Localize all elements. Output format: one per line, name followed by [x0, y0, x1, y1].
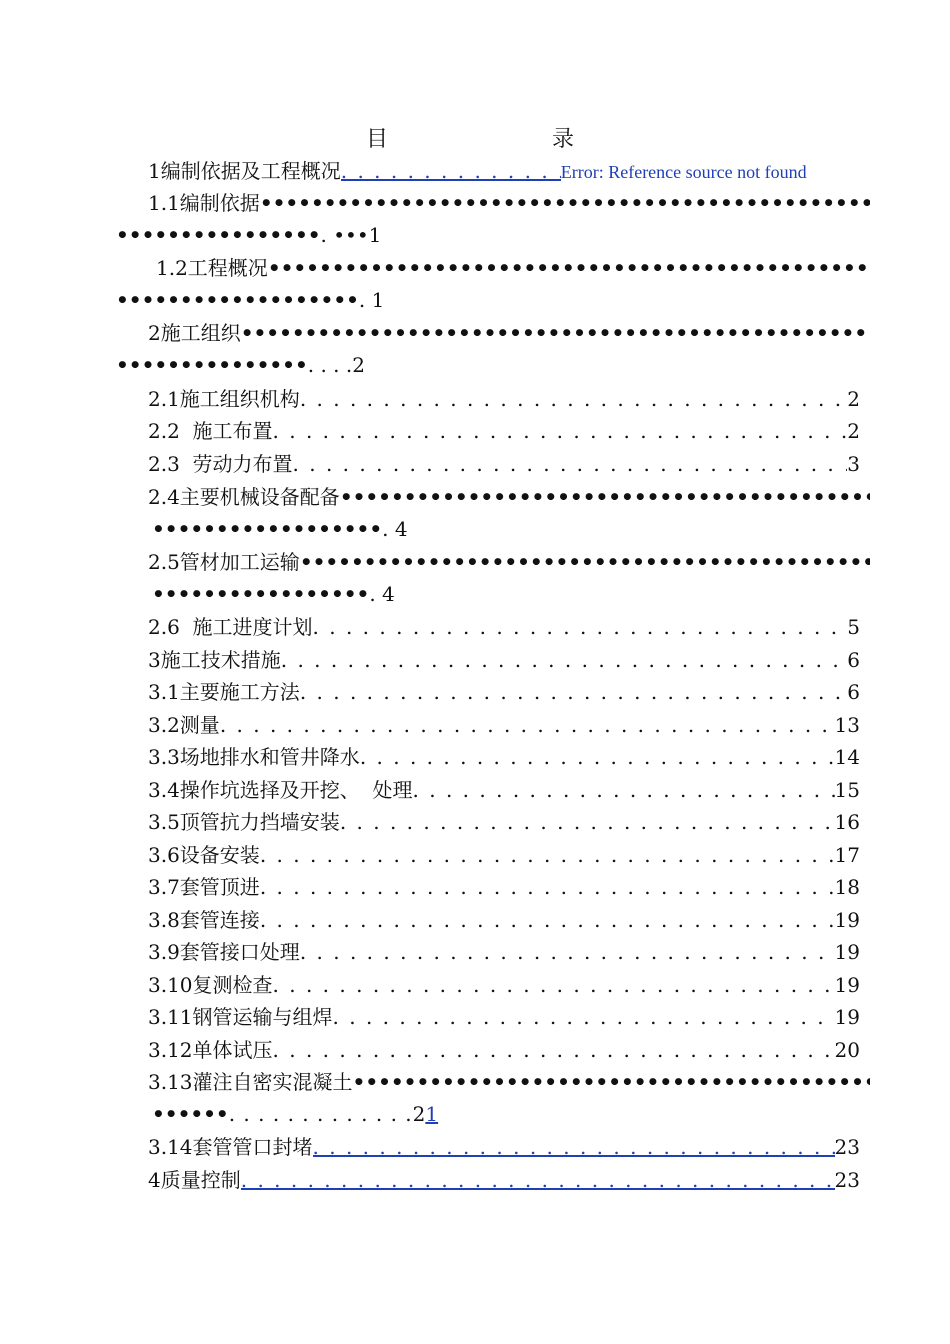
toc-entry[interactable] [148, 1035, 860, 1065]
toc-entry-continuation [152, 1099, 438, 1129]
toc-entry[interactable] [148, 416, 860, 446]
toc-entry[interactable] [148, 449, 860, 479]
toc-entry[interactable] [148, 937, 860, 967]
toc-page-number: 23 [834, 1135, 860, 1159]
toc-page-number: 3 [847, 452, 860, 476]
toc-page-number: 2 [847, 419, 860, 443]
toc-page-number: 19 [834, 973, 860, 997]
toc-leader [273, 970, 835, 1000]
toc-page-number: 18 [834, 875, 860, 899]
toc-page-number: 15 [834, 778, 860, 802]
toc-leader: ••••••••••••••• [116, 353, 308, 377]
toc-page-number: 1 [371, 288, 385, 312]
toc-leader-tail: . . . . [307, 353, 353, 377]
toc-entry-label: 3.10复测检查 [148, 973, 273, 997]
toc-page-number: 4 [394, 517, 408, 541]
toc-entry-label: 3.12单体试压 [148, 1038, 273, 1062]
toc-page-number: 6 [847, 680, 860, 704]
toc-page-number: 19 [834, 940, 860, 964]
toc-leader: •••••••••••••••• [116, 223, 321, 247]
toc-entry-continuation [152, 579, 395, 609]
toc-leader [260, 905, 835, 935]
toc-leader [300, 384, 847, 414]
toc-title: 目 录 [365, 127, 614, 152]
toc-entry[interactable] [148, 156, 860, 186]
toc-entry-label: 1编制依据及工程概况 [148, 159, 341, 183]
toc-entry-label: 3.3场地排水和管井降水 [148, 745, 360, 769]
toc-entry-continuation [152, 514, 408, 544]
toc-entry-label: 2.4主要机械设备配备 [148, 485, 340, 509]
toc-entry-label: 3.1主要施工方法 [148, 680, 300, 704]
toc-entry-continuation [116, 350, 365, 380]
toc-leader: ••••••••••••••••• [152, 582, 370, 606]
toc-entry-label: 2.2 施工布置 [148, 419, 273, 443]
toc-leader [300, 937, 835, 967]
toc-entry-label: 2.5管材加工运输 [148, 550, 300, 574]
toc-entry[interactable] [148, 872, 860, 902]
toc-leader [273, 1035, 835, 1065]
toc-entry-label: 1.2工程概况 [156, 256, 268, 280]
toc-page-number: 19 [834, 908, 860, 932]
toc-leader [340, 482, 870, 512]
toc-leader: •••••• [152, 1102, 229, 1126]
toc-leader-tail: . [369, 582, 376, 606]
toc-entry-label: 2.3 劳动力布置 [148, 452, 293, 476]
toc-page-number: 23 [834, 1168, 860, 1192]
toc-leader [313, 612, 848, 642]
toc-leader [260, 188, 870, 218]
toc-leader [300, 677, 847, 707]
toc-entry[interactable] [148, 1165, 860, 1195]
toc-leader [353, 1067, 870, 1097]
toc-page-number: 14 [834, 745, 860, 769]
toc-entry-label: 3.9套管接口处理 [148, 940, 300, 964]
toc-leader [281, 645, 848, 675]
toc-page-number: 2 [412, 1102, 426, 1126]
toc-entry[interactable] [148, 482, 870, 512]
toc-entry-label: 3.7套管顶进 [148, 875, 260, 899]
toc-leader [241, 318, 870, 348]
toc-entry-label: 3施工技术措施 [148, 648, 281, 672]
toc-leader-link[interactable] [313, 1132, 835, 1162]
toc-entry-label: 3.13灌注自密实混凝土 [148, 1070, 353, 1094]
toc-entry[interactable] [148, 840, 860, 870]
toc-page-number: 16 [834, 810, 860, 834]
toc-leader [360, 742, 835, 772]
toc-leader [273, 416, 848, 446]
toc-entry[interactable] [148, 384, 860, 414]
toc-entry[interactable] [148, 1067, 870, 1097]
toc-entry-label: 3.6设备安装 [148, 843, 260, 867]
toc-entry-label: 2.1施工组织机构 [148, 387, 300, 411]
toc-leader [300, 547, 870, 577]
toc-page-number: 5 [847, 615, 860, 639]
toc-leader: •••••••••••••••••• [152, 517, 383, 541]
toc-page-number: 20 [834, 1038, 860, 1062]
toc-page-number: 4 [382, 582, 395, 606]
toc-leader-tail: . . . . . . . . . . . . . [228, 1102, 413, 1126]
toc-entry[interactable] [148, 970, 860, 1000]
toc-page-number: 13 [834, 713, 860, 737]
toc-page-number: 17 [834, 843, 860, 867]
toc-entry-label: 4质量控制 [148, 1168, 241, 1192]
toc-entry[interactable] [156, 253, 870, 283]
toc-error-text[interactable]: Error: Reference source not found [560, 162, 807, 182]
toc-entry[interactable] [148, 677, 860, 707]
toc-page-number: 6 [847, 648, 860, 672]
toc-leader: ••••••••••••••••••• [116, 288, 359, 312]
toc-entry[interactable] [148, 905, 860, 935]
toc-entry-label: 3.8套管连接 [148, 908, 260, 932]
toc-leader [333, 1002, 835, 1032]
toc-entry[interactable] [148, 1132, 860, 1162]
toc-leader [413, 775, 835, 805]
toc-leader [260, 840, 835, 870]
toc-entry[interactable] [148, 188, 870, 218]
toc-entry-label: 2施工组织 [148, 321, 241, 345]
toc-entry-label: 2.6 施工进度计划 [148, 615, 313, 639]
toc-leader [293, 449, 848, 479]
toc-entry-label: 3.5顶管抗力挡墙安装 [148, 810, 340, 834]
toc-leader-tail: . [358, 288, 366, 312]
toc-entry-label: 3.14套管管口封堵 [148, 1135, 313, 1159]
toc-entry-label: 3.4操作坑选择及开挖、 处理 [148, 778, 413, 802]
toc-entry-label: 3.11钢管运输与组焊 [148, 1005, 333, 1029]
toc-leader [341, 156, 561, 186]
toc-entry-continuation [116, 285, 384, 315]
toc-entry[interactable] [148, 645, 860, 675]
toc-entry-label: 3.2测量 [148, 713, 220, 737]
toc-entry-label: 1.1编制依据 [148, 191, 260, 215]
toc-entry[interactable] [148, 547, 870, 577]
toc-page-number: 19 [834, 1005, 860, 1029]
toc-entry[interactable] [148, 612, 860, 642]
toc-page-number: 1 [368, 223, 382, 247]
toc-leader [260, 872, 835, 902]
toc-leader [268, 253, 870, 283]
toc-entry[interactable] [148, 710, 860, 740]
toc-entry[interactable] [148, 742, 860, 772]
toc-entry[interactable] [148, 318, 870, 348]
toc-leader [340, 807, 835, 837]
toc-page-number-link[interactable]: 1 [425, 1102, 439, 1126]
toc-page-number: 2 [847, 387, 860, 411]
toc-entry-continuation [116, 220, 381, 250]
toc-leader-tail: . [382, 517, 389, 541]
toc-page-number: 2 [352, 353, 365, 377]
toc-leader-tail: . ••• [320, 223, 369, 247]
toc-leader-link[interactable] [241, 1165, 835, 1195]
toc-entry[interactable] [148, 807, 860, 837]
toc-entry[interactable] [148, 1002, 860, 1032]
toc-leader [220, 710, 835, 740]
toc-entry[interactable] [148, 775, 860, 805]
